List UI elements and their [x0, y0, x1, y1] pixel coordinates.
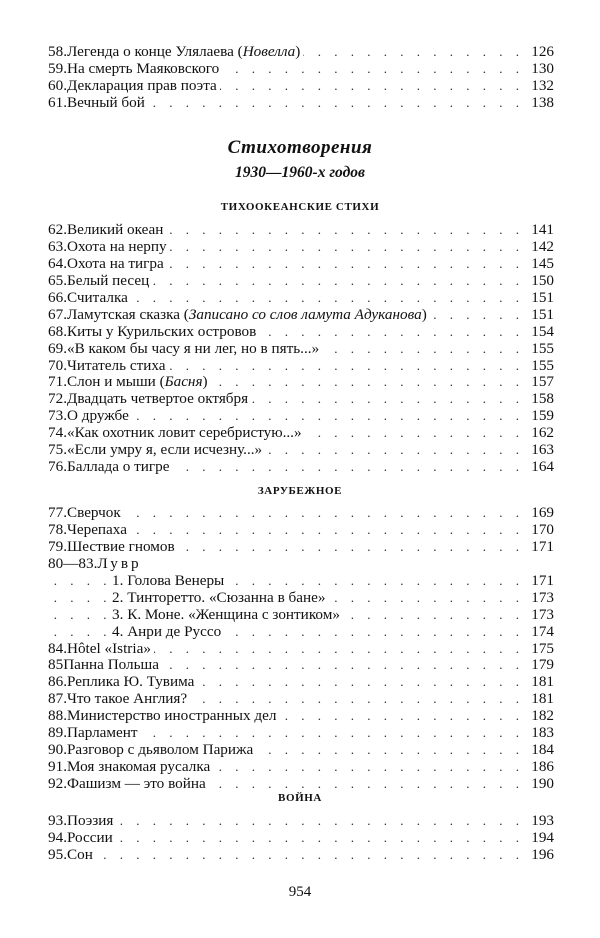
toc-entry-page: 194 — [531, 828, 554, 846]
toc-entry-page: 186 — [531, 758, 554, 776]
toc-entry-page: 184 — [531, 741, 554, 759]
toc-entry-page: 170 — [531, 520, 554, 538]
toc-entry-title: 65.Белый песец — [48, 272, 152, 289]
toc-entry-number: 92. — [48, 775, 67, 792]
toc-entry-number: 67. — [48, 305, 67, 323]
page-number: 954 — [288, 884, 312, 900]
toc-section-abroad — [48, 505, 554, 793]
toc-entry — [48, 459, 554, 476]
toc-entry-title: 73.О дружбе — [48, 407, 132, 424]
toc-entry-page: 157 — [531, 373, 554, 391]
dot-leader — [48, 847, 524, 864]
toc-entry-number: 63. — [48, 237, 67, 255]
toc-entry — [48, 222, 554, 239]
toc-entry-title: 94.России — [48, 829, 116, 846]
toc-entry — [48, 239, 554, 256]
toc-entry-number: 68. — [48, 322, 67, 340]
toc-entry — [48, 408, 554, 425]
toc-entry-title: 87.Что такое Англия? — [48, 690, 190, 707]
toc-entry — [48, 708, 554, 725]
toc-entry-page: 173 — [531, 588, 554, 606]
toc-entry-page: 181 — [531, 690, 554, 708]
toc-entry-title: 62.Великий океан — [48, 221, 166, 238]
toc-entry — [48, 256, 554, 273]
toc-entry — [48, 324, 554, 341]
toc-entry — [48, 290, 554, 307]
toc-entry — [48, 813, 554, 830]
toc-entry — [48, 391, 554, 408]
toc-entry — [48, 742, 554, 759]
toc-entry-title: 59.На смерть Маяковского — [48, 60, 222, 77]
toc-entry-page: 145 — [531, 254, 554, 272]
toc-entry-title: 58.Легенда о конце Улялаева (Новелла) — [48, 43, 303, 60]
section-title-pacific: ТИХООКЕАНСКИЕ СТИХИ — [220, 201, 380, 213]
toc-entry — [48, 590, 554, 607]
toc-entry-page: 151 — [531, 305, 554, 323]
toc-entry — [48, 44, 554, 61]
toc-entry-page: 162 — [531, 424, 554, 442]
section-title-war: ВОЙНА — [278, 792, 322, 804]
toc-entry-number: 80—83. — [48, 554, 98, 572]
toc-entry-title: 74.«Как охотник ловит серебристую...» — [48, 424, 305, 441]
toc-entry-page: 158 — [531, 390, 554, 408]
toc-entry-title: 78.Черепаха — [48, 521, 130, 538]
toc-entry-title: 88.Министерство иностранных дел — [48, 707, 279, 724]
toc-entry-number: 95. — [48, 845, 67, 863]
toc-entry — [48, 759, 554, 776]
toc-entry-number: 62. — [48, 221, 67, 238]
toc-entry-number: 86. — [48, 673, 67, 691]
toc-entry — [48, 61, 554, 78]
toc-entry-number: 73. — [48, 407, 67, 425]
toc-entry-page: 173 — [531, 605, 554, 623]
toc-entry-title: 60.Декларация прав поэта — [48, 77, 220, 94]
toc-entry-title: 80—83.Лувр — [48, 555, 145, 572]
toc-entry-page: 181 — [531, 673, 554, 691]
toc-entry-page: 154 — [531, 322, 554, 340]
toc-entry — [48, 556, 554, 573]
toc-entry-page: 169 — [531, 504, 554, 521]
toc-entry-page: 150 — [531, 271, 554, 289]
toc-entry-title: 77.Сверчок — [48, 504, 124, 521]
toc-entry-title: 68.Киты у Курильских островов — [48, 323, 259, 340]
toc-entry-title: 2. Тинторетто. «Сюзанна в бане» — [112, 589, 328, 606]
toc-entry-page: 126 — [531, 43, 554, 60]
toc-entry — [48, 358, 554, 375]
toc-entry-title: 64.Охота на тигра — [48, 255, 167, 272]
toc-entry-page: 193 — [531, 812, 554, 829]
toc-entry-page: 171 — [531, 537, 554, 555]
toc-entry-page: 179 — [531, 656, 554, 674]
toc-entry-title: 76.Баллада о тигре — [48, 458, 172, 475]
toc-entry-number: 79. — [48, 537, 67, 555]
toc-entry — [48, 776, 554, 793]
toc-entry-number: 78. — [48, 520, 67, 538]
toc-entry — [48, 607, 554, 624]
toc-entry-page: 142 — [531, 237, 554, 255]
toc-entry-page: 159 — [531, 407, 554, 425]
toc-entry-page: 174 — [531, 622, 554, 640]
toc-entry-page: 132 — [531, 76, 554, 94]
toc-entry — [48, 573, 554, 590]
toc-entry — [48, 539, 554, 556]
toc-entry — [48, 624, 554, 641]
toc-entry — [48, 505, 554, 522]
toc-entry-number: 85 — [48, 656, 64, 674]
section-heading-title: Стихотворения — [227, 137, 373, 158]
toc-entry-title: 86.Реплика Ю. Тувима — [48, 673, 197, 690]
toc-entry-number: 75. — [48, 441, 67, 459]
toc-entry-number: 94. — [48, 828, 67, 846]
toc-entry-title: 95.Сон — [48, 846, 96, 863]
toc-entry-number: 87. — [48, 690, 67, 708]
toc-entry-title: 72.Двадцать четвертое октября — [48, 390, 251, 407]
toc-entry-title: 85Панна Польша — [48, 656, 162, 673]
toc-entry-number: 77. — [48, 504, 67, 521]
toc-entry-title: 84.Hôtel «Istria» — [48, 640, 154, 657]
toc-entry — [48, 522, 554, 539]
toc-entry-title: 63.Охота на нерпу — [48, 238, 170, 255]
toc-entry-number: 88. — [48, 707, 67, 725]
toc-entry-page: 182 — [531, 707, 554, 725]
toc-entry-page: 190 — [531, 775, 554, 792]
toc-entry-title: 4. Анри де Руссо — [112, 623, 224, 640]
toc-entry-page: 171 — [531, 571, 554, 589]
toc-entry — [48, 273, 554, 290]
toc-entry — [48, 691, 554, 708]
toc-entry-number: 61. — [48, 93, 67, 111]
toc-entry-number: 69. — [48, 339, 67, 357]
toc-entry-number: 71. — [48, 373, 67, 391]
toc-entry — [48, 341, 554, 358]
toc-entry-number: 90. — [48, 741, 67, 759]
toc-entry-page: 130 — [531, 59, 554, 77]
toc-entry-number: 58. — [48, 43, 67, 60]
toc-entry — [48, 78, 554, 95]
toc-entry-title: 79.Шествие гномов — [48, 538, 178, 555]
toc-entry-page: 196 — [531, 845, 554, 863]
toc-entry-title: 89.Парламент — [48, 724, 141, 741]
toc-entry-number: 60. — [48, 76, 67, 94]
toc-entry-number: 64. — [48, 254, 67, 272]
toc-entry — [48, 307, 554, 324]
toc-entry — [48, 442, 554, 459]
toc-entry — [48, 847, 554, 864]
toc-entry-title: 3. К. Моне. «Женщина с зонтиком» — [112, 606, 343, 623]
toc-entry-number: 72. — [48, 390, 67, 408]
toc-entry-page: 151 — [531, 288, 554, 306]
toc-entry-number: 74. — [48, 424, 67, 442]
toc-entry-page: 138 — [531, 93, 554, 111]
toc-entry-number: 93. — [48, 812, 67, 829]
toc-entry — [48, 425, 554, 442]
toc-entry-title: 92.Фашизм — это война — [48, 775, 209, 792]
toc-section-war — [48, 813, 554, 864]
toc-entry-page: 164 — [531, 458, 554, 476]
toc-entry-page: 155 — [531, 339, 554, 357]
toc-entry — [48, 374, 554, 391]
toc-entry-page: 155 — [531, 356, 554, 374]
dot-leader — [48, 830, 524, 847]
toc-entry-number: 59. — [48, 59, 67, 77]
toc-entry-title: 75.«Если умру я, если исчезну...» — [48, 441, 265, 458]
dot-leader — [48, 813, 524, 830]
toc-entry-title: 91.Моя знакомая русалка — [48, 758, 213, 775]
toc-entry — [48, 95, 554, 112]
toc-entry-title: 90.Разговор с дьяволом Парижа — [48, 741, 256, 758]
toc-entry-page: 163 — [531, 441, 554, 459]
toc-entry-title: 93.Поэзия — [48, 812, 116, 829]
toc-entry-title: 70.Читатель стиха — [48, 357, 168, 374]
toc-entry — [48, 725, 554, 742]
toc-entry-number: 91. — [48, 758, 67, 776]
toc-entry-title: 1. Голова Венеры — [112, 572, 227, 589]
toc-entry-number: 70. — [48, 356, 67, 374]
toc-entry-number: 76. — [48, 458, 67, 476]
toc-entry-number: 66. — [48, 288, 67, 306]
toc-entry-number: 65. — [48, 271, 67, 289]
toc-top-block — [48, 44, 554, 112]
toc-entry — [48, 641, 554, 658]
toc-entry-title: 61.Вечный бой — [48, 94, 148, 111]
toc-entry-page: 183 — [531, 724, 554, 742]
toc-entry-title: 67.Ламутская сказка (Записано со слов ламута Адуканова) — [48, 306, 430, 323]
toc-entry — [48, 657, 554, 674]
toc-entry-page: 175 — [531, 639, 554, 657]
toc-entry-number: 89. — [48, 724, 67, 742]
toc-entry-page: 141 — [531, 221, 554, 238]
toc-entry-title: 66.Считалка — [48, 289, 131, 306]
section-title-abroad: ЗАРУБЕЖНОЕ — [257, 485, 343, 497]
section-heading-years: 1930—1960-х годов — [235, 164, 365, 181]
toc-section-pacific — [48, 222, 554, 476]
toc-entry-number: 84. — [48, 639, 67, 657]
toc-entry-title: 69.«В каком бы часу я ни лег, но в пять...» — [48, 340, 322, 357]
toc-entry-title: 71.Слон и мыши (Басня) — [48, 373, 211, 390]
toc-entry — [48, 830, 554, 847]
toc-entry — [48, 674, 554, 691]
